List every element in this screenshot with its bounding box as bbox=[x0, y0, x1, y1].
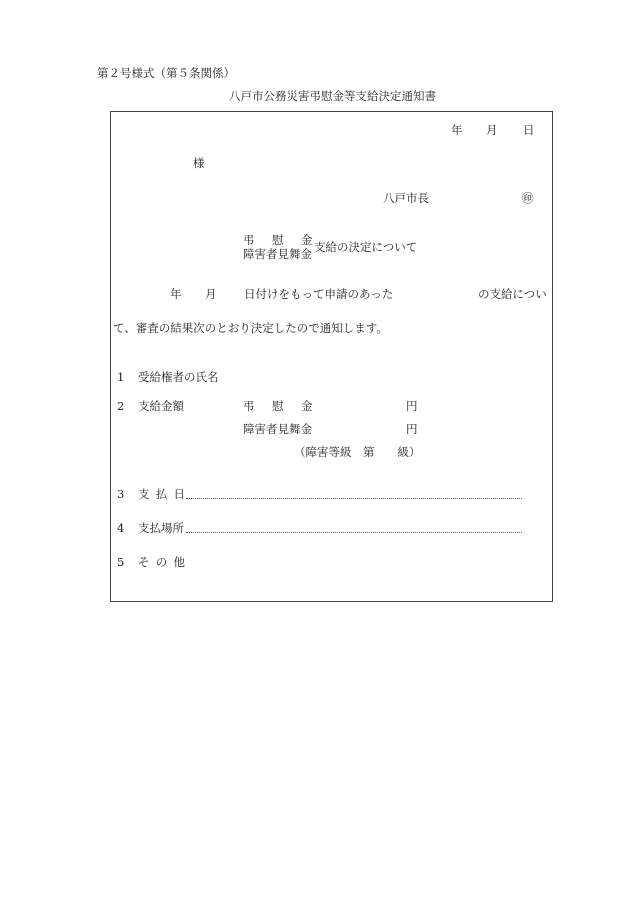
form-number: 第２号様式（第５条関係） bbox=[97, 66, 235, 80]
amount-label-disability: 障害者見舞金 bbox=[243, 422, 312, 436]
date-year-label: 年 bbox=[451, 123, 463, 137]
addressee-suffix: 様 bbox=[193, 156, 205, 170]
subject-line-condolence: 弔 慰 金 bbox=[243, 233, 316, 247]
subject-line-disability: 障害者見舞金 bbox=[243, 247, 312, 261]
payment-date-text: 支 払 日 bbox=[138, 487, 185, 501]
body-month-label: 月 bbox=[205, 287, 217, 301]
item-label-payment-date bbox=[138, 487, 185, 501]
body-text-notice: て、審査の結果次のとおり決定したので通知します。 bbox=[113, 321, 388, 335]
issuer-name: 八戸市長 bbox=[383, 191, 429, 205]
item-label-other bbox=[138, 555, 185, 569]
item-number: 2 bbox=[117, 399, 125, 413]
other-text: そ の 他 bbox=[138, 555, 185, 569]
document-title: 八戸市公務災害弔慰金等支給決定通知書 bbox=[229, 89, 436, 103]
body-text-payment: の支給につい bbox=[478, 287, 547, 301]
subject-suffix: 支給の決定について bbox=[314, 240, 418, 254]
amount-label-condolence: 弔 慰 金 bbox=[243, 399, 316, 413]
item-number: 5 bbox=[117, 555, 125, 569]
dotted-leader bbox=[186, 498, 522, 499]
item-number: 3 bbox=[117, 487, 125, 501]
body-year-label: 年 bbox=[170, 287, 182, 301]
item-label-payment-place: 支払場所 bbox=[138, 521, 184, 535]
item-label-amount: 支給金額 bbox=[138, 399, 184, 413]
disability-grade: （障害等級 第 級） bbox=[294, 445, 421, 459]
amount-unit-yen: 円 bbox=[406, 422, 418, 436]
date-day-label: 日 bbox=[523, 123, 535, 137]
seal-mark: ㊞ bbox=[522, 191, 534, 205]
amount-unit-yen: 円 bbox=[406, 399, 418, 413]
body-text-application: 日付けをもって申請のあった bbox=[244, 287, 394, 301]
date-month-label: 月 bbox=[486, 123, 498, 137]
item-number: 1 bbox=[117, 370, 125, 384]
dotted-leader bbox=[186, 532, 522, 533]
item-number: 4 bbox=[117, 521, 125, 535]
item-label-recipient: 受給権者の氏名 bbox=[138, 370, 219, 384]
